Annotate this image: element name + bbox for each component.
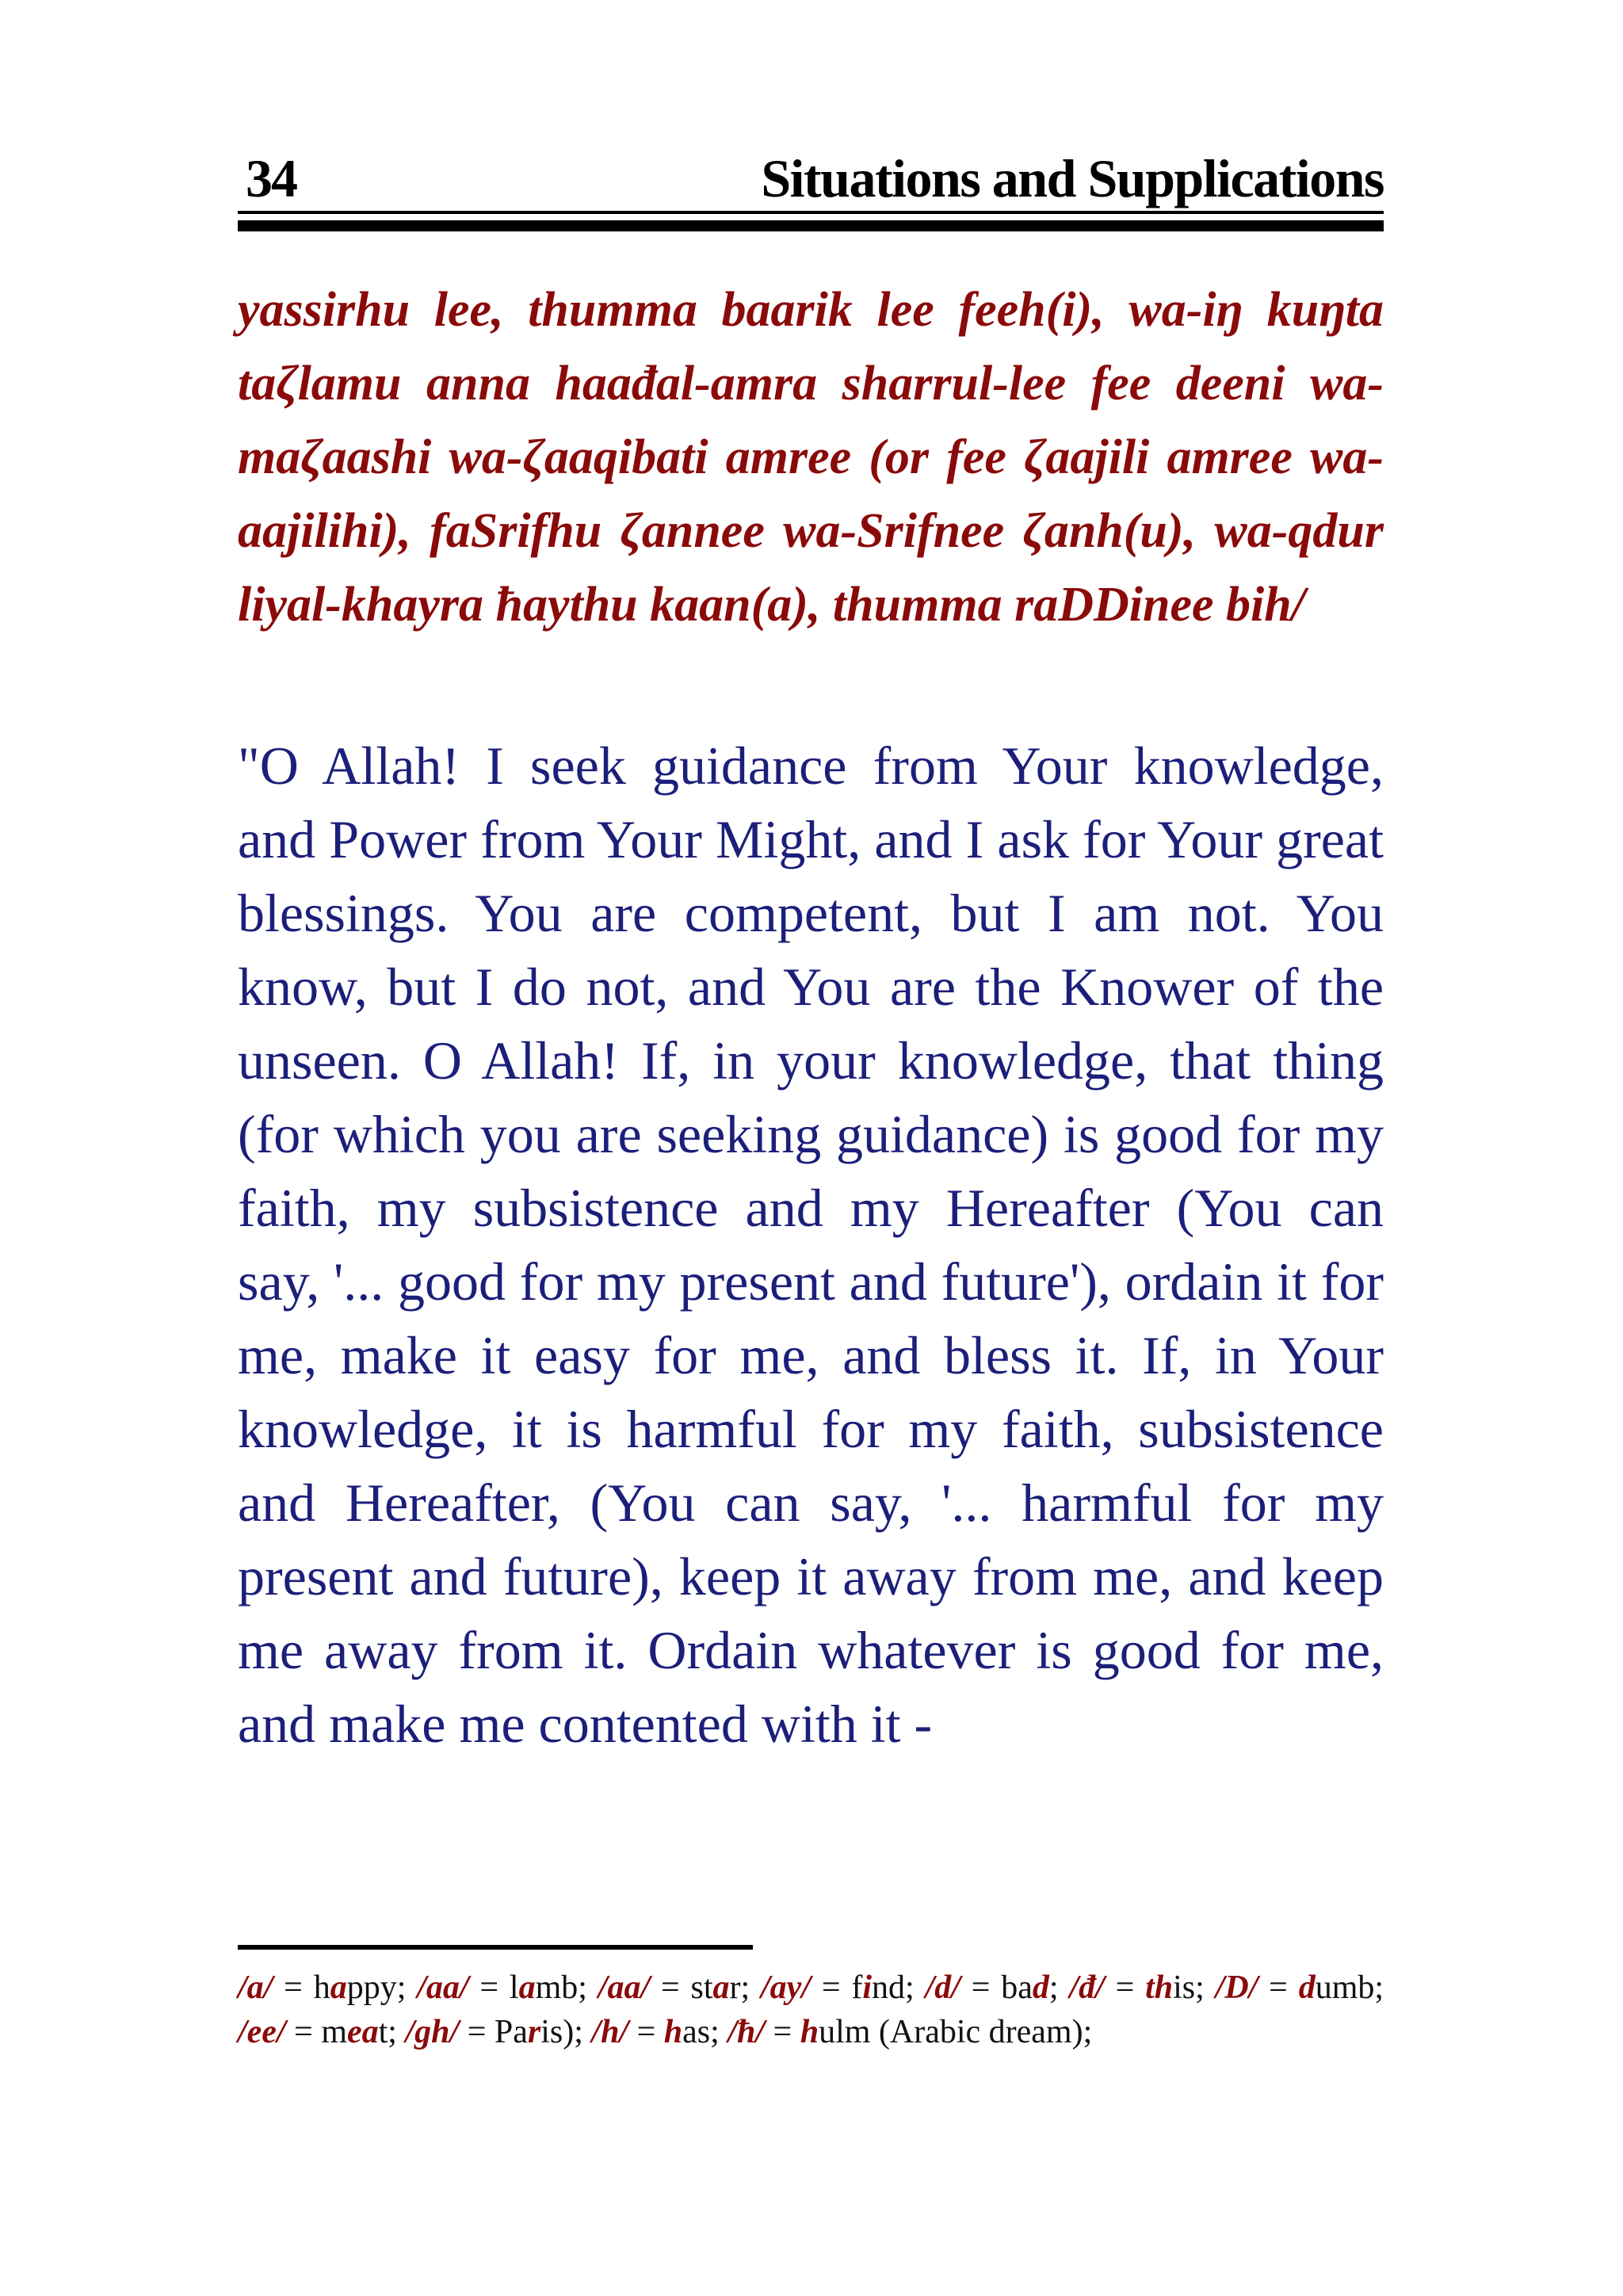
key-example-highlight: i — [862, 1969, 873, 2006]
key-symbol: /đ/ — [1069, 1969, 1105, 2006]
key-entry: /h/ = has; — [591, 2014, 720, 2050]
key-example-highlight: a — [330, 1969, 347, 2006]
key-symbol: /D/ — [1215, 1969, 1258, 2006]
key-example-highlight: a — [712, 1969, 730, 2006]
key-example-highlight: d — [1032, 1969, 1049, 2006]
key-example-post: is); — [540, 2014, 583, 2050]
header-rule-thin — [238, 211, 1384, 214]
key-symbol: /ħ/ — [727, 2014, 766, 2050]
key-example-pre: Pa — [494, 2014, 528, 2050]
key-entry: /đ/ = this; — [1069, 1969, 1205, 2006]
key-example-post: is; — [1173, 1969, 1205, 2006]
key-symbol: /a/ — [238, 1969, 273, 2006]
key-symbol: /ee/ — [238, 2014, 286, 2050]
key-entry: /ee/ = meat; — [238, 2014, 397, 2050]
key-example-pre: h — [313, 1969, 330, 2006]
translation-paragraph: "O Allah! I seek guidance from Your knowledge, and Power from Your Might, and I ask for Your great blessings. You are competent, but I am not. You know, but I do not, and You are the Knower of the unseen. O Allah! If, in your knowledge, that thing (for which you are seeking guidance) is good for my faith, my subsistence and my Hereafter (You can say, '... good for my present and future'), ordain it for me, make it easy for me, and bless it. If, in Your knowledge, it is harmful for my faith, subsistence and Hereafter, (You can say, '... harmful for my present and future), keep it away from me, and keep me away from it. Ordain whatever is good for me, and make me contented with it - — [238, 735, 1384, 1754]
key-entry: /D/ = dumb; — [1215, 1969, 1384, 2006]
key-symbol: /aa/ — [417, 1969, 469, 2006]
key-example-highlight: h — [663, 2014, 683, 2050]
key-entry: /ħ/ = hulm (Arabic dream); — [727, 2014, 1093, 2050]
running-title: Situations and Supplications — [761, 148, 1384, 208]
key-example-highlight: r — [527, 2014, 541, 2050]
key-example-highlight: ea — [346, 2014, 379, 2050]
key-example-post: r; — [729, 1969, 750, 2006]
key-symbol: /gh/ — [405, 2014, 460, 2050]
key-symbol: /h/ — [591, 2014, 629, 2050]
book-page — [238, 0, 1384, 2296]
transliteration-paragraph: yassirhu lee, thumma baarik lee feeh(i), wa-iŋ kuŋta taζlamu anna haađal-amra sharrul-lee fee deeni wa-maζaashi wa-ζaaqibati amree (or fee ζaajili amree wa-aajilihi), faSrifhu ζannee wa-Srifnee ζanh(u), wa-qdur liyal-khayra ħaythu kaan(a), thumma raDDinee bih/ — [238, 283, 1384, 632]
key-example-highlight: a — [518, 1969, 536, 2006]
footnote-rule — [238, 1945, 753, 1950]
key-example-highlight: th — [1145, 1969, 1174, 2006]
key-example-pre: f — [851, 1969, 863, 2006]
key-example-highlight: d — [1298, 1969, 1316, 2006]
key-example-pre: st — [690, 1969, 713, 2006]
key-example-post: as; — [682, 2014, 720, 2050]
key-example-pre: ba — [1001, 1969, 1033, 2006]
key-example-post: umb; — [1315, 1969, 1384, 2006]
page-number: 34 — [246, 148, 296, 208]
header-rule-thick — [238, 220, 1384, 231]
key-example-post: nd; — [872, 1969, 915, 2006]
pronunciation-key — [238, 1966, 1384, 2054]
key-example-pre: m — [321, 2014, 347, 2050]
key-example-post: t; — [378, 2014, 397, 2050]
key-entry: /aa/ = lamb; — [417, 1969, 587, 2006]
key-example-highlight: h — [800, 2014, 819, 2050]
key-entry: /d/ = bad; — [925, 1969, 1059, 2006]
key-entry: /gh/ = Paris); — [405, 2014, 583, 2050]
key-symbol: /ay/ — [761, 1969, 811, 2006]
key-example-post: ppy; — [346, 1969, 407, 2006]
key-example-pre: l — [509, 1969, 519, 2006]
key-entry: /aa/ = star; — [598, 1969, 750, 2006]
key-symbol: /d/ — [925, 1969, 960, 2006]
key-example-post: mb; — [535, 1969, 587, 2006]
key-entry: /ay/ = find; — [761, 1969, 915, 2006]
key-entry: /a/ = happy; — [238, 1969, 407, 2006]
key-symbol: /aa/ — [598, 1969, 651, 2006]
key-example-post: ; — [1048, 1969, 1059, 2006]
page-header — [238, 147, 1384, 211]
key-example-post: ulm (Arabic dream); — [819, 2014, 1093, 2050]
